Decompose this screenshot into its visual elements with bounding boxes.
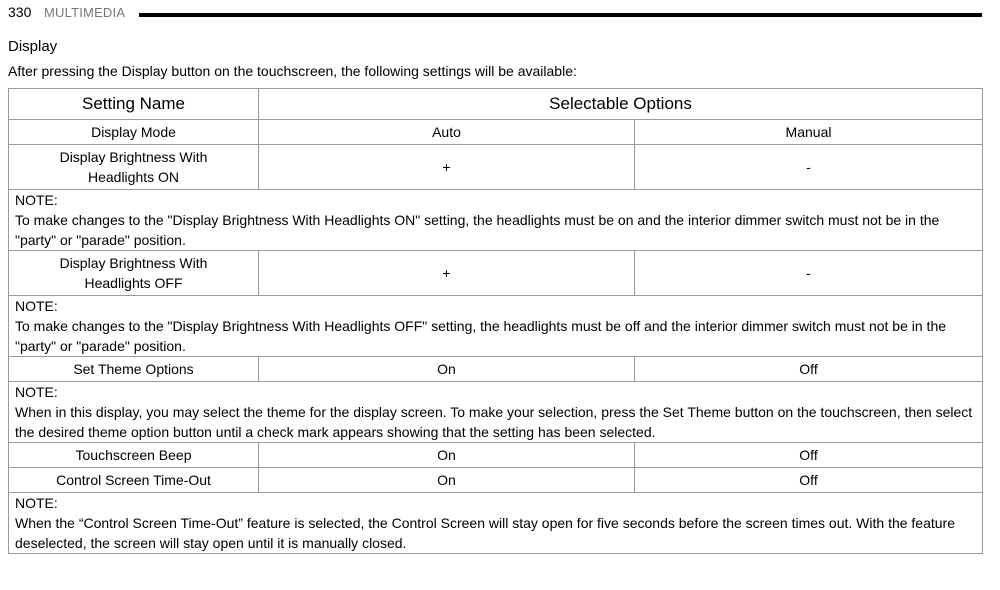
table-row-beep <box>9 443 983 468</box>
note-label: NOTE: <box>15 298 58 314</box>
note-cell <box>9 190 983 251</box>
option-cell: Manual <box>635 120 983 145</box>
setting-name: Touchscreen Beep <box>9 443 259 468</box>
note-label: NOTE: <box>15 495 58 511</box>
option-cell: + <box>259 251 635 296</box>
table-row-brightness-on <box>9 145 983 190</box>
option-cell: - <box>635 145 983 190</box>
table-row-theme <box>9 357 983 382</box>
note-text: When in this display, you may select the theme for the display screen. To make your selection, press the Set Theme button on the touchscreen, then select the desired theme option button until a check mark appears showing that the setting has been selected. <box>15 404 973 440</box>
note-cell <box>9 382 983 443</box>
table-row-display-mode <box>9 120 983 145</box>
settings-table <box>8 88 983 554</box>
table-row-timeout <box>9 468 983 493</box>
table-header-row <box>9 89 983 120</box>
setting-name: Display Mode <box>9 120 259 145</box>
setting-name: Set Theme Options <box>9 357 259 382</box>
note-row <box>9 382 983 443</box>
header-rule <box>139 13 982 17</box>
setting-name-line: Display Brightness With <box>59 255 208 271</box>
header-setting-name: Setting Name <box>9 89 259 120</box>
section-name: MULTIMEDIA <box>44 5 126 20</box>
note-label: NOTE: <box>15 192 58 208</box>
option-cell: + <box>259 145 635 190</box>
option-cell: On <box>259 443 635 468</box>
note-cell <box>9 493 983 554</box>
option-cell: - <box>635 251 983 296</box>
note-text: When the “Control Screen Time-Out” feature is selected, the Control Screen will stay open for five seconds before the screen times out. With the feature deselected, the screen will stay open until it is manually closed. <box>15 515 956 551</box>
intro-text: After pressing the Display button on the touchscreen, the following settings will be available: <box>8 63 577 79</box>
page-header <box>8 3 982 23</box>
setting-name <box>9 251 259 296</box>
note-row <box>9 190 983 251</box>
setting-name <box>9 145 259 190</box>
setting-name: Control Screen Time-Out <box>9 468 259 493</box>
option-cell: Off <box>635 357 983 382</box>
note-row <box>9 493 983 554</box>
option-cell: Auto <box>259 120 635 145</box>
note-label: NOTE: <box>15 384 58 400</box>
option-cell: Off <box>635 468 983 493</box>
option-cell: Off <box>635 443 983 468</box>
note-text: To make changes to the "Display Brightness With Headlights OFF" setting, the headlights must be off and the interior dimmer switch must not be in the "party" or "parade" position. <box>15 318 947 354</box>
section-title: Display <box>8 38 58 55</box>
setting-name-line: Headlights ON <box>87 169 180 185</box>
header-selectable-options: Selectable Options <box>259 89 983 120</box>
note-text: To make changes to the "Display Brightness With Headlights ON" setting, the headlights must be on and the interior dimmer switch must not be in the "party" or "parade" position. <box>15 212 940 248</box>
setting-name-line: Headlights OFF <box>84 275 183 291</box>
table-row-brightness-off <box>9 251 983 296</box>
note-row <box>9 296 983 357</box>
option-cell: On <box>259 357 635 382</box>
page-number: 330 <box>8 4 32 20</box>
note-cell <box>9 296 983 357</box>
setting-name-line: Display Brightness With <box>59 149 208 165</box>
option-cell: On <box>259 468 635 493</box>
